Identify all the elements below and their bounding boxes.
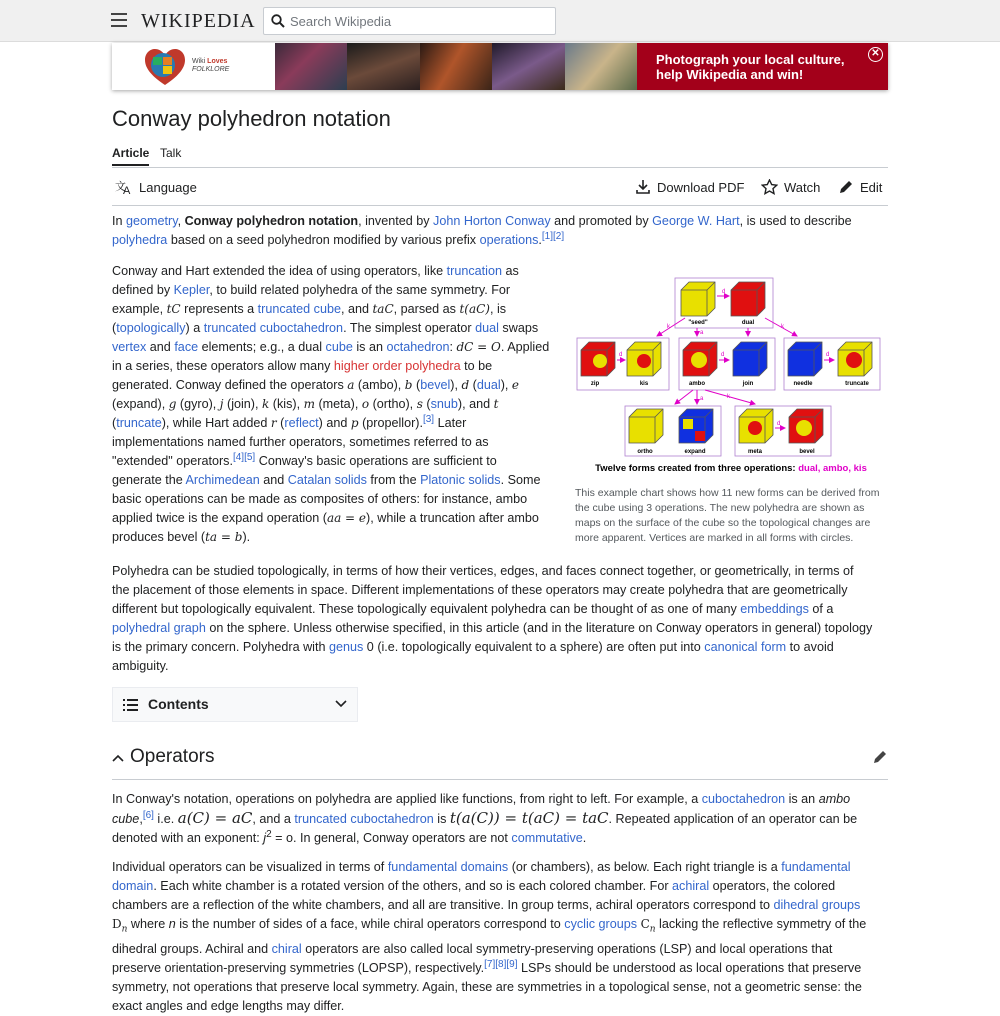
link-achiral[interactable]: achiral — [672, 879, 710, 893]
pencil-icon — [838, 179, 854, 195]
link-topologically[interactable]: topologically — [116, 321, 186, 335]
svg-text:k: k — [727, 394, 730, 400]
section-operators-heading — [112, 745, 888, 780]
svg-text:d: d — [722, 289, 726, 295]
label-meta: meta — [747, 449, 763, 455]
paragraph-operators-1: In Conway's notation, operations on polyhedra are applied like functions, from right to left. For example, a cuboctahedron is an ambo cube,[6] i.e. a(C) = aC, and a truncated cuboctahedron is t(a(C)) = t(aC) = taC. Repeated application of an operator can be denoted with an exponent: $j^2 = o$. In general, Conway operators are not commutative. — [112, 792, 858, 845]
banner-logo — [112, 43, 275, 90]
link-chiral[interactable]: chiral — [271, 941, 302, 956]
chevron-up-icon[interactable] — [112, 754, 124, 762]
figure-caption: This example chart shows how 11 new forms can be derived from the cube using 3 operations. The new polyhedra are shown as maps on the surface of the cube so the topological changes are more apparent. Vertices are marked in all forms with circles. — [575, 487, 880, 544]
link-dihedral-groups[interactable]: dihedral groups — [773, 898, 861, 912]
label-zip: zip — [590, 381, 600, 387]
banner-close-icon[interactable]: ✕ — [868, 47, 883, 62]
link-kepler[interactable]: Kepler — [173, 283, 210, 297]
label-ortho: ortho — [637, 449, 653, 455]
tab-talk[interactable]: Talk — [160, 146, 182, 160]
svg-text:d: d — [777, 421, 781, 427]
link-archimedean[interactable]: Archimedean — [185, 473, 260, 487]
link-cube[interactable]: cube — [325, 340, 353, 354]
link-catalan[interactable]: Catalan solids — [287, 473, 367, 487]
figure-conway-operators — [575, 276, 887, 546]
link-fundamental-domain[interactable]: fundamental — [781, 860, 851, 874]
svg-text:A: A — [123, 185, 131, 195]
puzzle-globe-icon — [143, 47, 187, 87]
language-icon — [115, 179, 133, 195]
language-button[interactable]: 文 A Language — [115, 179, 197, 195]
svg-text:a: a — [700, 396, 704, 402]
wikipedia-logo[interactable]: WIKIPEDIA — [141, 10, 256, 32]
download-pdf-button[interactable]: Download PDF — [635, 179, 744, 195]
svg-text:d: d — [826, 352, 830, 358]
banner-call-to-action[interactable]: Photograph your local culture, help Wikipedia and win! ✕ — [637, 43, 888, 90]
link-conway[interactable]: John Horton Conway — [433, 214, 551, 228]
paragraph-extended-operators: Conway and Hart extended the idea of using operators, like truncation as defined by Kepler, to build related polyhedra of the same symmetry. For example, tC represents a truncated cube, and taC, parsed as t(aC), is (topologically) a truncated cuboctahedron. The simplest operator dual swaps vertex and face elements; e.g., a dual cube is an octahedron: dC = O. Applied in a series, these operators allow many higher order polyhedra to be generated. Conway defined the operators a (ambo), b (bevel), d (dual), e (expand), g (gyro), j (join), k (kis), m (meta), o (ortho), s (snub), and t (truncate), while Hart added r (reflect) and p (propellor).[3] Later implementations named further operators, sometimes referred to as "extended" operators.[4][5] Conway's basic operations are sufficient to generate the Archimedean and Catalan solids from the Platonic solids. Some basic operations can be made as composites of others: for instance, ambo applied twice is the expand operation (aa = e), while a truncation after ambo produces bevel (ta = b). — [112, 264, 550, 544]
link-truncated-cube[interactable]: truncated cube — [257, 302, 341, 316]
link-truncation[interactable]: truncation — [446, 264, 502, 278]
link-fundamental-domains[interactable]: fundamental domains — [387, 860, 509, 874]
menu-icon[interactable] — [111, 13, 127, 27]
link-commutative[interactable]: commutative — [511, 831, 583, 845]
label-ambo: ambo — [688, 381, 706, 387]
chevron-down-icon — [335, 700, 347, 708]
link-hart[interactable]: George W. Hart — [652, 214, 740, 228]
svg-text:d: d — [619, 352, 623, 358]
paragraph-operators-2: Individual operators can be visualized in terms of fundamental domains (or chambers), as below. Each right triangle is a fundamental domain. Each white chamber is a rotated version of the others, and so is each colored chamber. For achiral operators, the colored chambers are a reflection of the white chambers, and all are transitive. In group terms, achiral operators correspond to dihedral groups $D_n$ where n is the number of sides of a face, while chiral operators correspond to cyclic groups $C_n$ lacking the reflective symmetry of the dihedral groups. Achiral and chiral operators are also called local symmetry-preserving operations (LSP) and local operations that preserve orientation-preserving symmetries (LOPSP), respectively.[7][8][9] LSPs should be understood as local operations that preserve symmetry, not operations that preserve local symmetry. Again, these are symmetries in a topological sense, not a geometric sense: the exact angles and edge lengths may differ. — [112, 860, 867, 1013]
link-truncated-cuboctahedron[interactable]: truncated cuboctahedron — [203, 321, 344, 335]
link-polyhedral-graph[interactable]: polyhedral graph — [112, 621, 206, 635]
label-seed: "seed" — [688, 320, 708, 326]
conway-operations-diagram[interactable] — [575, 276, 887, 458]
ref-7-8-9[interactable]: [7][8][9] — [484, 958, 518, 970]
link-genus[interactable]: genus — [328, 640, 364, 654]
link-dual-2[interactable]: dual — [476, 378, 501, 392]
link-face[interactable]: face — [174, 340, 199, 354]
ref-3[interactable]: [3] — [422, 414, 435, 425]
banner-photo-strip — [275, 43, 637, 90]
search-input[interactable] — [290, 8, 550, 34]
contents-toggle[interactable] — [112, 687, 358, 722]
watch-button[interactable]: Watch — [761, 179, 820, 195]
svg-text:d: d — [721, 352, 725, 358]
link-embeddings[interactable]: embeddings — [740, 602, 809, 616]
banner-logo-text: Wiki Loves FOLKLORE — [192, 58, 230, 73]
label-kis: kis — [639, 381, 649, 387]
link-dual[interactable]: dual — [475, 321, 499, 335]
link-truncate[interactable]: truncate — [116, 416, 162, 430]
search-icon — [271, 14, 285, 28]
section-title-operators: Operators — [130, 746, 215, 767]
link-canonical-form[interactable]: canonical form — [704, 640, 787, 654]
label-truncate: truncate — [845, 381, 869, 387]
intro-paragraph: In geometry, Conway polyhedron notation, invented by John Horton Conway and promoted by George W. Hart, is used to describe polyhedra based on a seed polyhedron modified by various prefix operations.[1][2] — [112, 214, 852, 247]
ref-1-2[interactable]: [1][2] — [541, 231, 565, 242]
figure-title: Twelve forms created from three operations: dual, ambo, kis — [595, 463, 867, 474]
list-icon — [123, 698, 138, 712]
link-cyclic-groups[interactable]: cyclic groups — [564, 917, 638, 931]
ref-6[interactable]: [6] — [142, 810, 154, 821]
link-reflect[interactable]: reflect — [284, 416, 319, 430]
header-bar — [0, 0, 1000, 42]
link-fundamental-domain-2[interactable]: domain — [112, 879, 154, 893]
label-dual: dual — [741, 320, 755, 326]
label-join: join — [742, 381, 754, 387]
label-needle: needle — [793, 381, 813, 387]
page-title: Conway polyhedron notation — [112, 106, 391, 131]
link-bevel[interactable]: bevel — [420, 378, 451, 392]
page-toolbar — [112, 168, 888, 206]
svg-text:k: k — [781, 324, 784, 330]
link-platonic[interactable]: Platonic solids — [420, 473, 501, 487]
search-box[interactable] — [263, 7, 556, 35]
wiki-loves-folklore-banner[interactable] — [112, 43, 888, 90]
link-geometry[interactable]: geometry — [126, 214, 178, 228]
link-higher-order-polyhedra[interactable]: higher order polyhedra — [333, 359, 461, 373]
svg-text:k: k — [667, 324, 670, 330]
link-polyhedra[interactable]: polyhedra — [112, 233, 168, 247]
link-vertex[interactable]: vertex — [112, 340, 147, 354]
contents-label: Contents — [148, 696, 209, 712]
ref-4-5[interactable]: [4][5] — [232, 452, 256, 463]
namespace-tabs — [112, 146, 888, 168]
label-expand: expand — [684, 449, 706, 455]
label-bevel: bevel — [799, 449, 815, 455]
tab-article[interactable]: Article — [112, 146, 149, 166]
link-truncated-cuboctahedron-2[interactable]: truncated cuboctahedron — [294, 812, 434, 826]
edit-section-icon[interactable] — [872, 749, 888, 765]
link-operations[interactable]: operations — [479, 233, 539, 247]
star-icon — [761, 179, 778, 195]
paragraph-topology: Polyhedra can be studied topologically, in terms of how their vertices, edges, and faces connect together, or geometrically, in terms of the placement of those elements in space. Different implementations of these operators may create polyhedra that are geometrically different but topologically equivalent. These topologically equivalent polyhedra can be thought of as one of many embeddings of a polyhedral graph on the sphere. Unless otherwise specified, in this article (and in the literature on Conway operators in general) topology is the primary concern. Polyhedra with genus 0 (i.e. topologically equivalent to a sphere) are often put into canonical form to avoid ambiguity. — [112, 564, 873, 673]
link-cuboctahedron[interactable]: cuboctahedron — [701, 792, 786, 806]
svg-text:文: 文 — [115, 181, 126, 193]
link-snub[interactable]: snub — [430, 397, 458, 411]
edit-button[interactable]: Edit — [838, 179, 882, 195]
svg-text:a: a — [700, 330, 704, 336]
link-octahedron[interactable]: octahedron — [386, 340, 450, 354]
download-icon — [635, 179, 651, 195]
